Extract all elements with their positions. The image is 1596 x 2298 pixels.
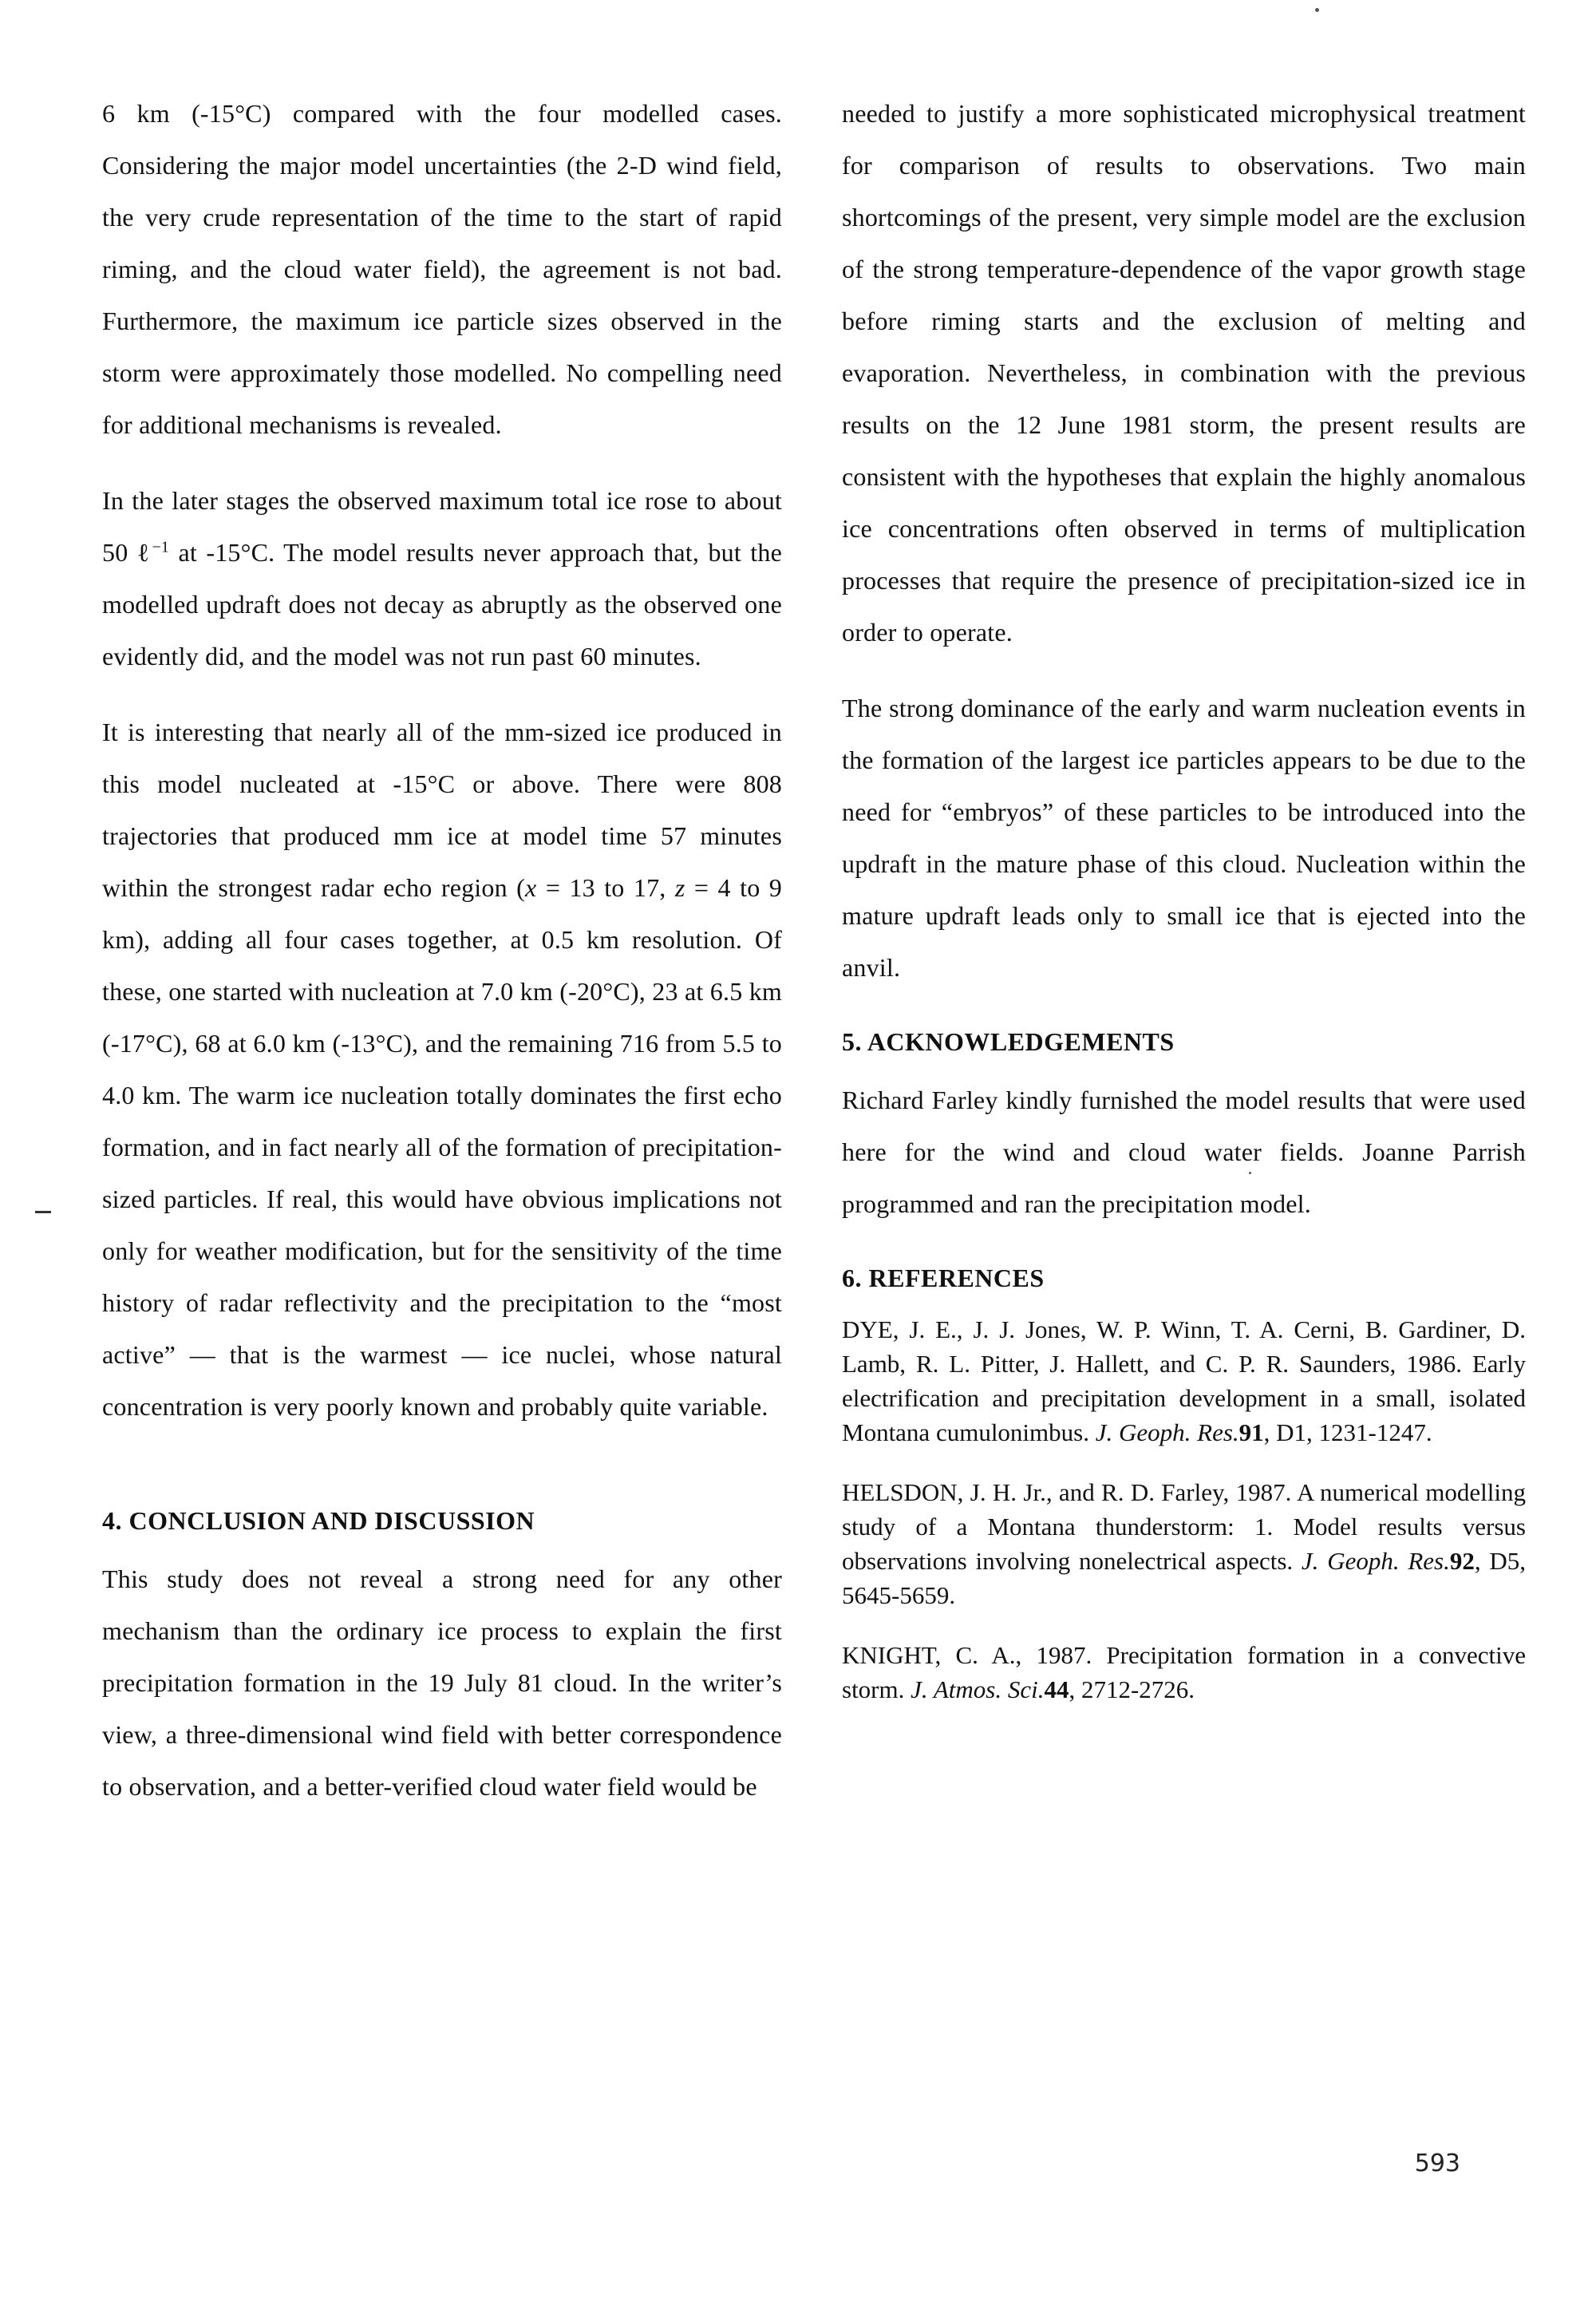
section-heading-references: 6. REFERENCES [842,1264,1045,1292]
paragraph-mm-sized-ice [102,706,782,1433]
paragraph-model-comparison: 6 km (-15°C) compared with the four modelled cases. Considering the major model uncertainties (the 2-D wind field, the very crude representation of the time to the start of rapid riming, and the cloud water field), the agreement is not bad. Furthermore, the maximum ice particle sizes observed in the storm were approximately those modelled. No compelling need for additional mechanisms is revealed. [102,99,782,439]
reference-text: DYE, J. E., J. J. Jones, W. P. Winn, T. A. Cerni, B. Gardiner, D. Lamb, R. L. Pitter, J. Hallett, and C. P. R. Saunders, 1986. Early electrification and precipitation development in a small, isolated Montana cumulonimbus. [842,1315,1526,1446]
reference-text: KNIGHT, C. A., 1987. Precipitation formation in a convective storm. [842,1641,1526,1703]
reference-item [842,1638,1526,1707]
paragraph-conclusion: This study does not reveal a strong need for any other mechanism than the ordinary ice process to explain the first precipitation formation in the 19 July 81 cloud. In the writer’s view, a three-dimensional wind field with better correspondence to observation, and a better-verified cloud water field would be [102,1564,782,1801]
text-segment: at -15°C. The model results never approach that, but the modelled updraft does not decay as abruptly as the observed one evidently did, and the model was not run past 60 minutes. [102,538,782,670]
right-column [842,88,1526,1707]
paragraph-acknowledgements: Richard Farley kindly furnished the model results that were used here for the wind and cloud water fields. Joanne Parrish programmed and ran the precipitation model. [842,1086,1526,1218]
reference-journal: J. Geoph. Res. [1095,1418,1239,1446]
text-segment: In the later stages the observed maximum total ice rose to about 50 ℓ [102,486,782,567]
superscript: −1 [152,538,170,556]
reference-pages: , 2712-2726. [1069,1675,1195,1703]
reference-volume: 92 [1449,1547,1475,1575]
reference-list [842,1312,1526,1707]
reference-volume: 44 [1044,1675,1069,1703]
reference-journal: J. Geoph. Res. [1301,1547,1450,1575]
section-heading-conclusion: 4. CONCLUSION AND DISCUSSION [102,1506,535,1535]
text-segment: It is interesting that nearly all of the mm-sized ice produced in this model nucleated at -15°C or above. There were 808 trajectories that produced mm ice at model time 57 minutes within the strongest radar echo region ( [102,718,782,902]
reference-pages: , D5, 5645-5659. [842,1547,1527,1609]
page-number: 593 [1414,2150,1460,2177]
reference-journal: J. Atmos. Sci. [911,1675,1045,1703]
reference-pages: , D1, 1231-1247. [1263,1418,1432,1446]
reference-text: HELSDON, J. H. Jr., and R. D. Farley, 1987. A numerical modelling study of a Montana thunderstorm: 1. Model results versus observations involving nonelectrical aspects. [842,1478,1526,1575]
paragraph-sophisticated-treatment: needed to justify a more sophisticated microphysical treatment for comparison of results to observations. Two main shortcomings of the present, very simple model are the exclusion of the strong temperature-dependence of the vapor growth stage before riming starts and the exclusion of melting and evaporation. Nevertheless, in combination with the previous results on the 12 June 1981 storm, the present results are consistent with the hypotheses that explain the highly anomalous ice concentrations often observed in terms of multiplication processes that require the presence of precipitation-sized ice in order to operate. [842,99,1526,647]
left-column [102,88,782,1813]
reference-item [842,1312,1526,1450]
scan-speck [1249,1172,1251,1174]
text-segment: = 4 to 9 km), adding all four cases together, at 0.5 km resolution. Of these, one started with nucleation at 7.0 km (-20°C), 23 at 6.5 km (-17°C), 68 at 6.0 km (-13°C), and the remaining 716 from 5.5 to 4.0 km. The warm ice nucleation totally dominates the first echo formation, and in fact nearly all of the formation of precipitation-sized particles. If real, this would have obvious implications not only for weather modification, but for the sensitivity of the time history of radar reflectivity and the precipitation to the “most active” — that is the warmest — ice nuclei, whose natural concentration is very poorly known and probably quite variable. [102,873,782,1421]
math-variable-z: z [674,873,685,902]
reference-item [842,1475,1526,1612]
reference-volume: 91 [1238,1418,1264,1446]
margin-mark [35,1211,51,1213]
paragraph-nucleation-dominance: The strong dominance of the early and warm nucleation events in the formation of the largest ice particles appears to be due to the need for “embryos” of these particles to be introduced into the updraft in the mature phase of this cloud. Nucleation within the mature updraft leads only to small ice that is ejected into the anvil. [842,694,1526,982]
scan-speck [1315,8,1319,12]
text-segment: = 13 to 17, [536,873,675,902]
section-heading-acknowledgements: 5. ACKNOWLEDGEMENTS [842,1027,1175,1056]
paragraph-later-stages [102,475,782,682]
math-variable-x: x [525,873,537,902]
